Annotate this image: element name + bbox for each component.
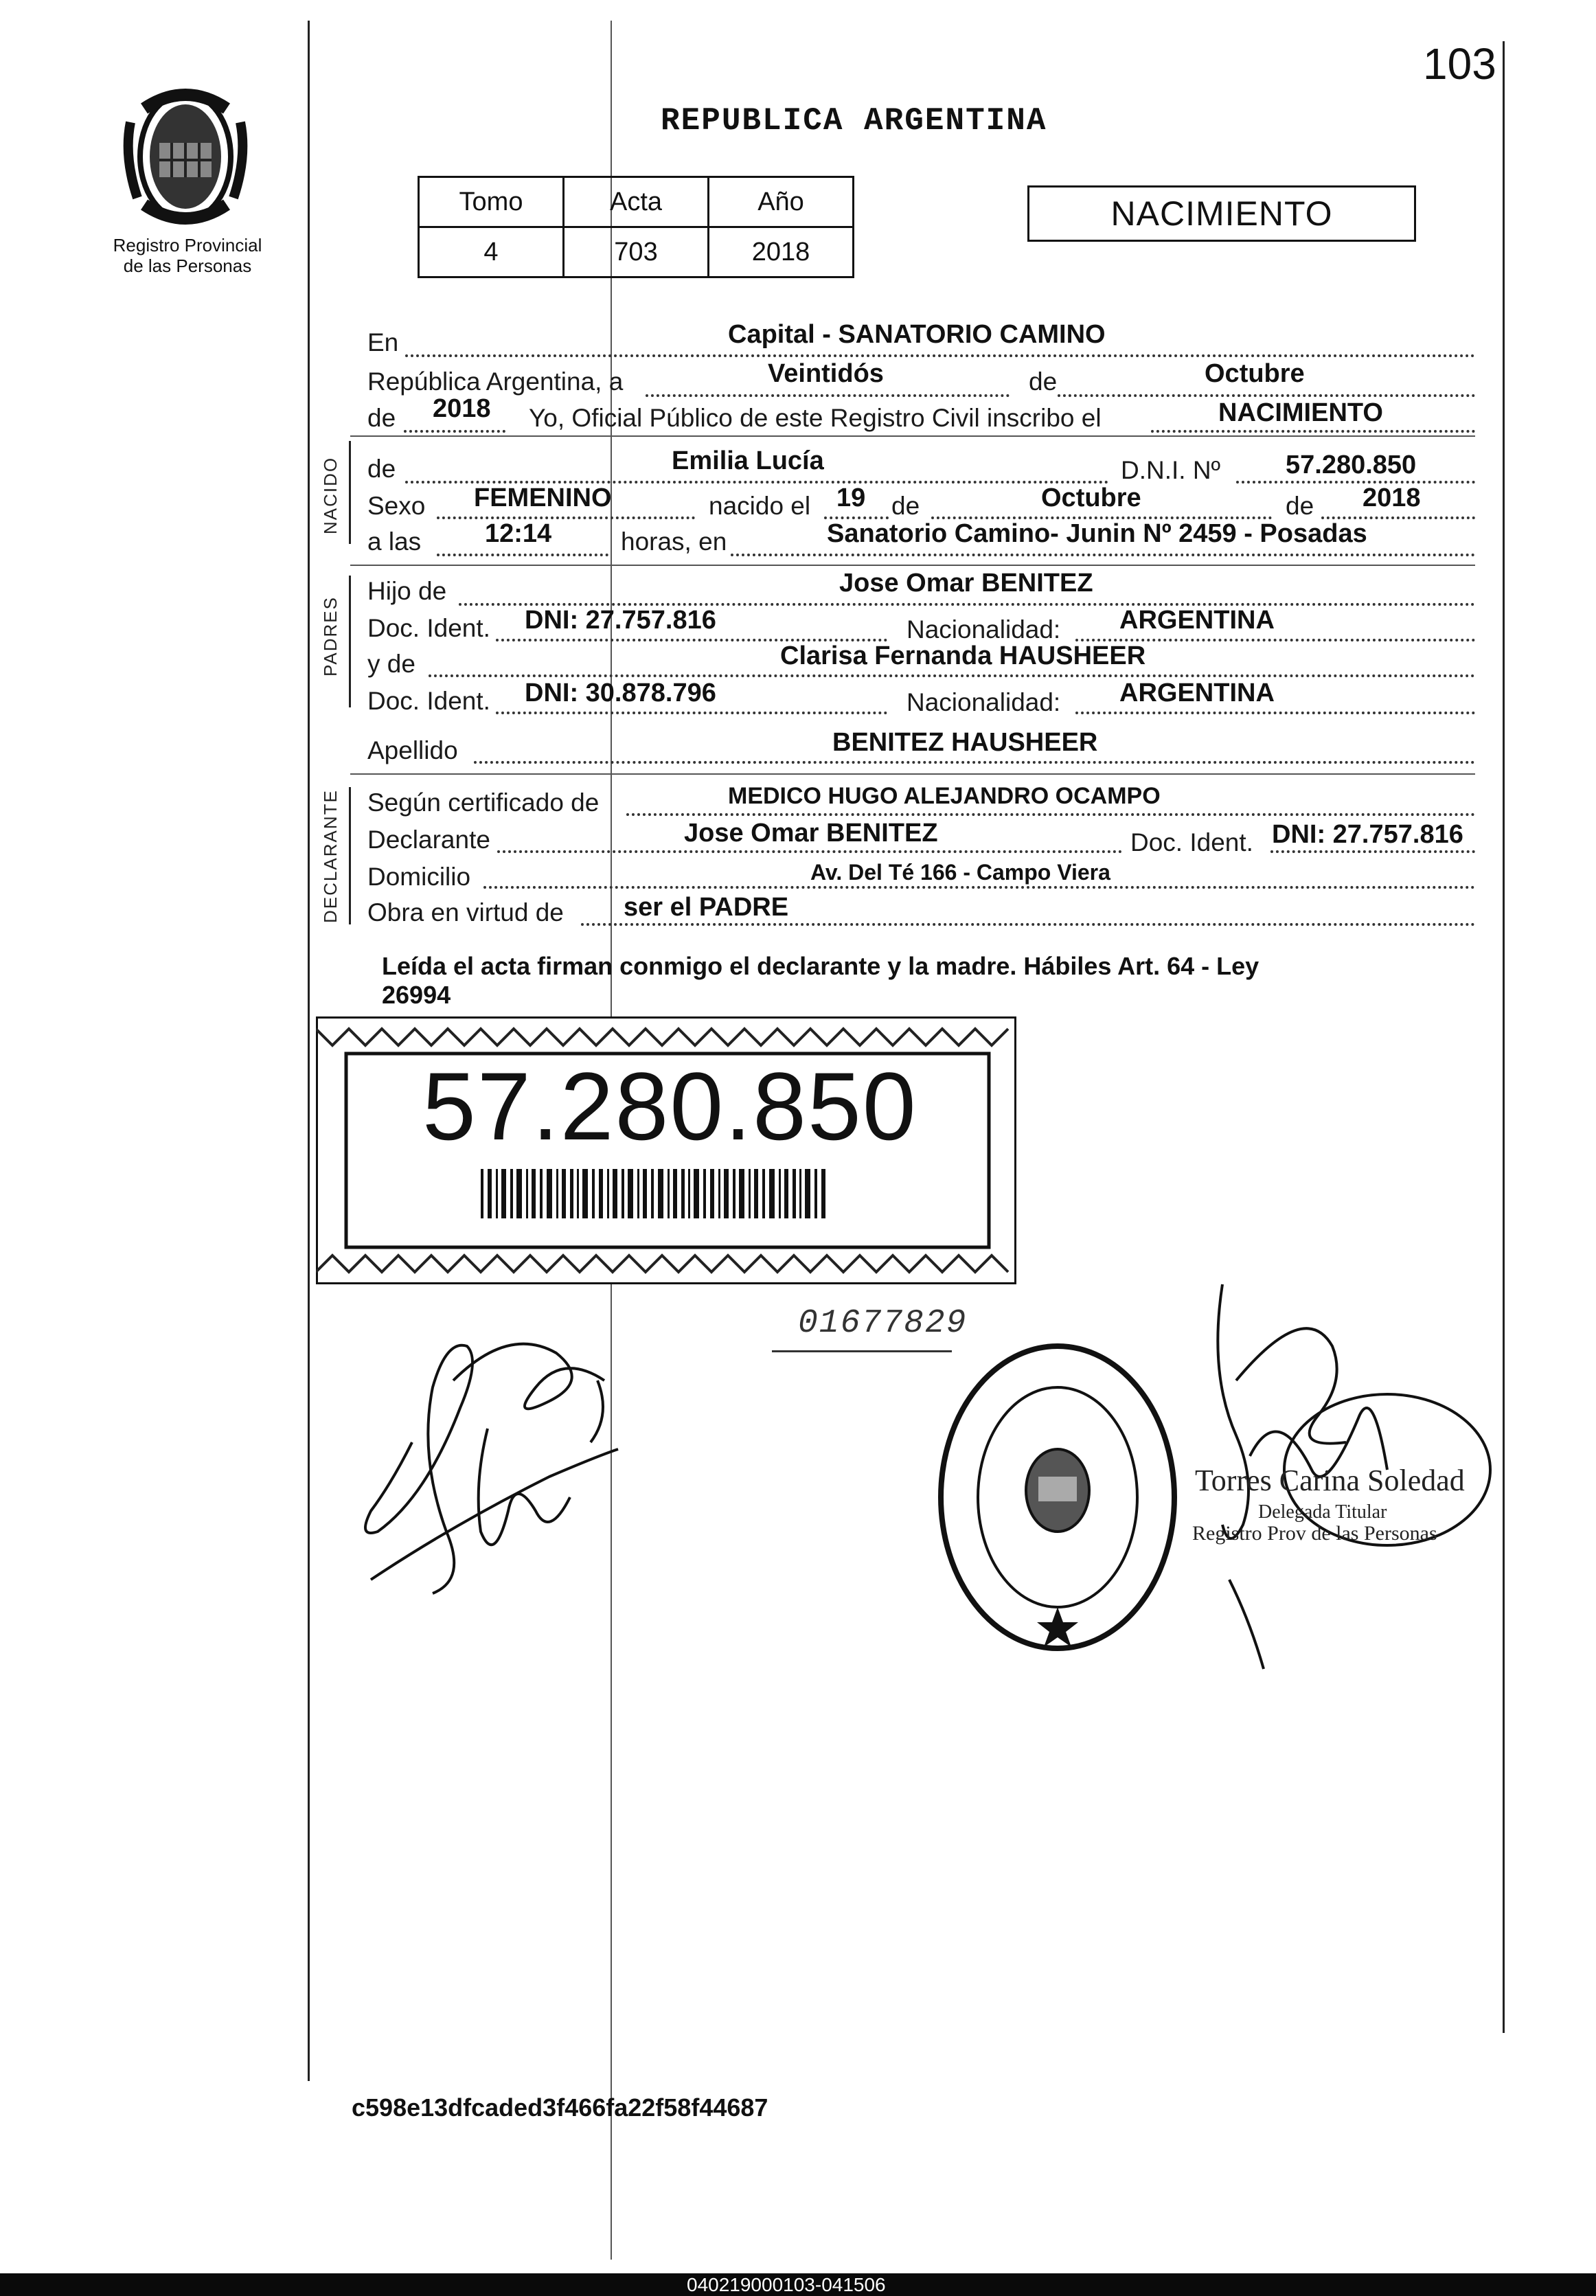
nac1-value: ARGENTINA [1119, 606, 1275, 635]
acta-header: Acta [564, 177, 709, 227]
official-role: Delegada Titular [1258, 1501, 1387, 1523]
lugar-dots [731, 554, 1475, 556]
doc1-value: DNI: 27.757.816 [525, 606, 716, 635]
section-label-nacido: NACIDO [320, 456, 341, 534]
mes-dots [1058, 394, 1475, 397]
en-dots [405, 354, 1475, 357]
alas-label: a las [367, 527, 422, 556]
nac-dia-value: 19 [836, 484, 866, 512]
nacido-label: nacido el [709, 492, 811, 520]
nombre-value: Emilia Lucía [672, 446, 824, 475]
sexo-label: Sexo [367, 492, 426, 520]
de5-label: de [1286, 492, 1314, 520]
document-title: REPUBLICA ARGENTINA [661, 103, 1047, 139]
dni-label: D.N.I. Nº [1121, 456, 1221, 484]
registry-line1: Registro Provincial [113, 235, 262, 255]
tomo-header: Tomo [419, 177, 564, 227]
certificado-value: MEDICO HUGO ALEJANDRO OCAMPO [728, 783, 1161, 809]
domicilio-dots [483, 886, 1475, 889]
dni-value: 57.280.850 [1286, 451, 1417, 479]
anio-value: 2018 [709, 227, 854, 277]
doc2-value: DNI: 30.878.796 [525, 679, 716, 707]
anio-header: Año [709, 177, 854, 227]
registry-label [102, 235, 273, 276]
anio-value: 2018 [433, 394, 491, 423]
separator-3 [350, 773, 1475, 775]
sexo-dots [437, 516, 695, 519]
madre-value: Clarisa Fernanda HAUSHEER [780, 641, 1146, 670]
document-type-box: NACIMIENTO [1027, 185, 1416, 242]
apellido-label: Apellido [367, 736, 458, 764]
declarante-value: Jose Omar BENITEZ [684, 819, 938, 848]
apellido-value: BENITEZ HAUSHEER [832, 728, 1098, 757]
sexo-value: FEMENINO [474, 484, 612, 512]
horas-label: horas, en [621, 527, 727, 556]
nac1-label: Nacionalidad: [907, 615, 1061, 644]
obra-value: ser el PADRE [624, 893, 789, 922]
official-office: Registro Prov de las Personas [1192, 1522, 1437, 1545]
acta-reference-table [418, 176, 854, 278]
separator-2 [350, 565, 1475, 566]
separator-1 [350, 435, 1475, 437]
dia-dots [646, 394, 1010, 397]
hora-value: 12:14 [485, 519, 552, 548]
official-seal [934, 1339, 1181, 1655]
lugar-value: Sanatorio Camino- Junin Nº 2459 - Posadas [827, 519, 1367, 548]
de-label: de [1029, 367, 1058, 396]
hora-dots [437, 554, 608, 556]
registry-line2: de las Personas [123, 255, 252, 276]
tomo-value: 4 [419, 227, 564, 277]
closing-note [382, 952, 1259, 1010]
official-name: Torres Carina Soledad [1195, 1464, 1465, 1497]
section-label-declarante: DECLARANTE [320, 789, 341, 923]
padres-bracket [349, 576, 351, 707]
doc3-label: Doc. Ident. [1130, 828, 1253, 856]
page-number: 103 [1423, 39, 1496, 89]
nac2-value: ARGENTINA [1119, 679, 1275, 707]
certificado-dots [626, 813, 1475, 816]
hijo-label: Hijo de [367, 577, 447, 605]
right-margin-rule [1503, 41, 1505, 2033]
tipo-dots [1151, 430, 1475, 433]
yo-text: Yo, Oficial Público de este Registro Civil inscribo el [529, 404, 1102, 432]
en-value: Capital - SANATORIO CAMINO [728, 320, 1106, 349]
republica-label: República Argentina, a [367, 367, 624, 396]
serial-underline [772, 1350, 952, 1352]
de4-label: de [891, 492, 920, 520]
section-label-padres: PADRES [320, 596, 341, 677]
anio-dots [404, 430, 505, 433]
segun-label: Según certificado de [367, 788, 600, 817]
doc3-dots [1270, 850, 1475, 853]
domicilio-value: Av. Del Té 166 - Campo Viera [810, 860, 1110, 885]
declarant-signature [330, 1305, 659, 1607]
footer-code: 040219000103-041506 [687, 2274, 886, 2295]
nac2-dots [1075, 712, 1475, 714]
tipo-value: NACIMIENTO [1218, 398, 1383, 427]
misiones-crest-logo [117, 81, 254, 232]
dia-value: Veintidós [768, 359, 884, 388]
madre-dots [429, 674, 1475, 677]
padre-value: Jose Omar BENITEZ [839, 569, 1093, 598]
doc2-label: Doc. Ident. [367, 687, 490, 715]
doc3-value: DNI: 27.757.816 [1272, 820, 1463, 849]
doc2-dots [496, 712, 887, 714]
apellido-dots [474, 761, 1475, 764]
serial-stamp: 01677829 [798, 1305, 968, 1342]
document-hash: c598e13dfcaded3f466fa22f58f44687 [352, 2093, 768, 2122]
obra-dots [581, 923, 1475, 926]
closing-note-line1: Leída el acta firman conmigo el declarante y la madre. Hábiles Art. 64 - Ley [382, 952, 1259, 980]
domicilio-label: Domicilio [367, 863, 471, 891]
en-label: En [367, 328, 399, 356]
left-margin-rule [308, 21, 310, 2081]
doc1-label: Doc. Ident. [367, 614, 490, 642]
yde-label: y de [367, 650, 415, 678]
acta-value: 703 [564, 227, 709, 277]
declarante-bracket [349, 787, 351, 924]
nac-mes-value: Octubre [1041, 484, 1141, 512]
de3-label: de [367, 455, 396, 483]
obra-label: Obra en virtud de [367, 898, 564, 927]
declarante-dots [497, 850, 1122, 853]
nac-anio-value: 2018 [1363, 484, 1421, 512]
declarante-label: Declarante [367, 826, 490, 854]
dni-sticker-number: 57.280.850 [422, 1052, 917, 1160]
mes-value: Octubre [1205, 359, 1305, 388]
nacido-bracket [349, 441, 351, 544]
de2-label: de [367, 404, 396, 432]
nac2-label: Nacionalidad: [907, 688, 1061, 716]
closing-note-line2: 26994 [382, 981, 451, 1009]
dni-dots [1236, 481, 1475, 484]
